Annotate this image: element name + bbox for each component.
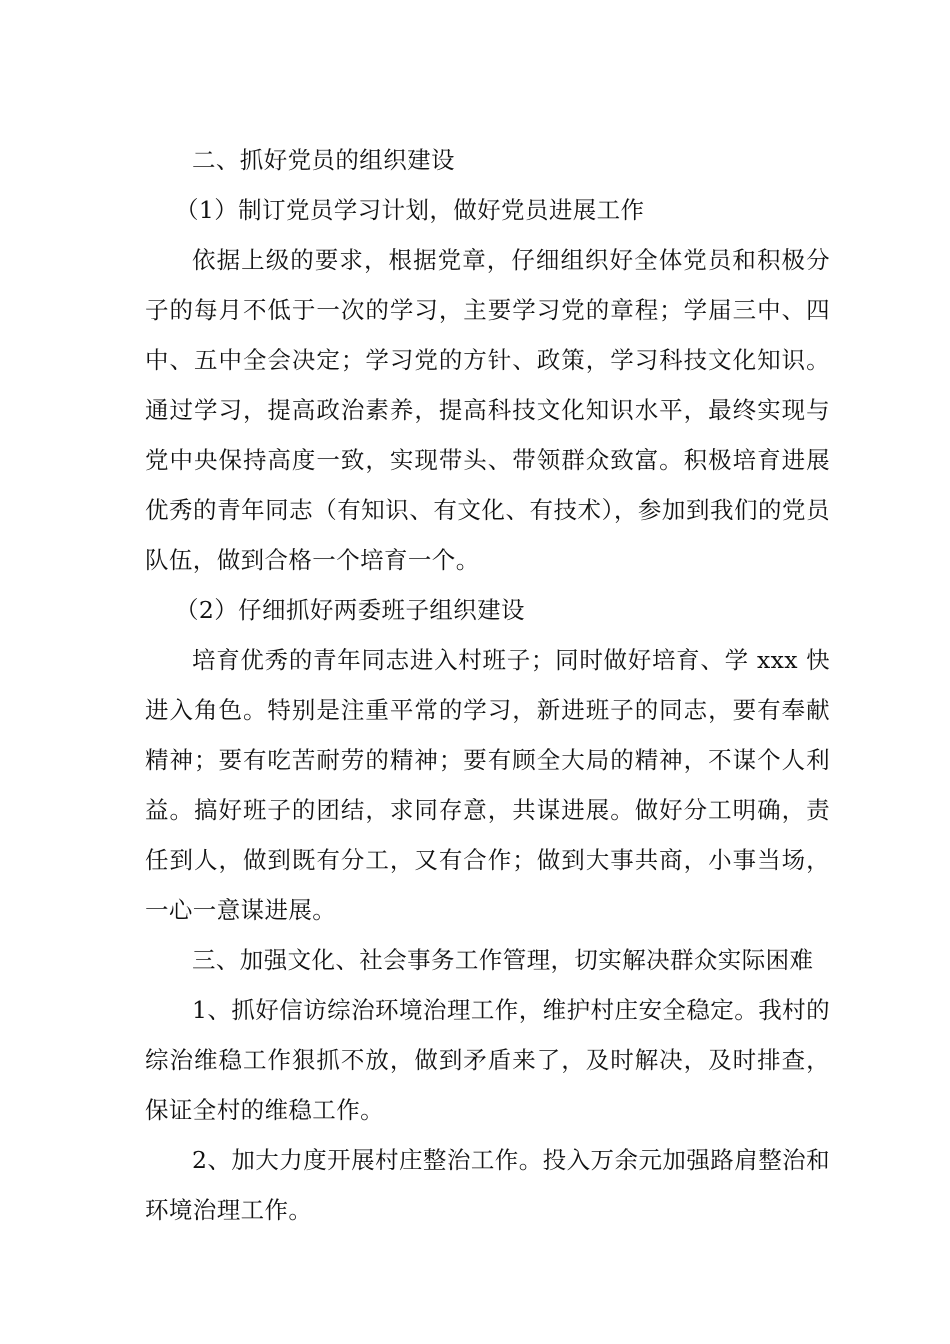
paragraph-committee-building: 培育优秀的青年同志进入村班子；同时做好培育、学 xxx 快进入角色。特别是注重平常的学习，新进班子的同志，要有奉献精神；要有吃苦耐劳的精神；要有顾全大局的精神，不谋个人利益。搞好班子的团结，求同存意，共谋进展。做好分工明确，责任到人，做到既有分工，又有合作；做到大事共商，小事当场，一心一意谋进展。 [145,646,830,924]
subheading-committee-building: （2）仔细抓好两委班子组织建设 [175,596,525,624]
paragraph-study-plan: 依据上级的要求，根据党章，仔细组织好全体党员和积极分子的每月不低于一次的学习，主要学习党的章程；学届三中、四中、五中全会决定；学习党的方针、政策，学习科技文化知识。通过学习，提高政治素养，提高科技文化知识水平，最终实现与党中央保持高度一致，实现带头、带领群众致富。积极培育进展优秀的青年同志（有知识、有文化、有技术），参加到我们的党员队伍，做到合格一个培育一个。 [145,246,830,574]
section-heading-social-affairs: 三、加强文化、社会事务工作管理，切实解决群众实际困难 [192,946,814,974]
subheading-study-plan: （1）制订党员学习计划，做好党员进展工作 [175,196,645,224]
paragraph-village-renovation: 2、加大力度开展村庄整治工作。投入万余元加强路肩整治和环境治理工作。 [145,1146,830,1224]
section-heading-organization: 二、抓好党员的组织建设 [192,146,455,174]
paragraph-petition-governance: 1、抓好信访综治环境治理工作，维护村庄安全稳定。我村的综治维稳工作狠抓不放，做到矛盾来了，及时解决，及时排查，保证全村的维稳工作。 [145,996,830,1124]
